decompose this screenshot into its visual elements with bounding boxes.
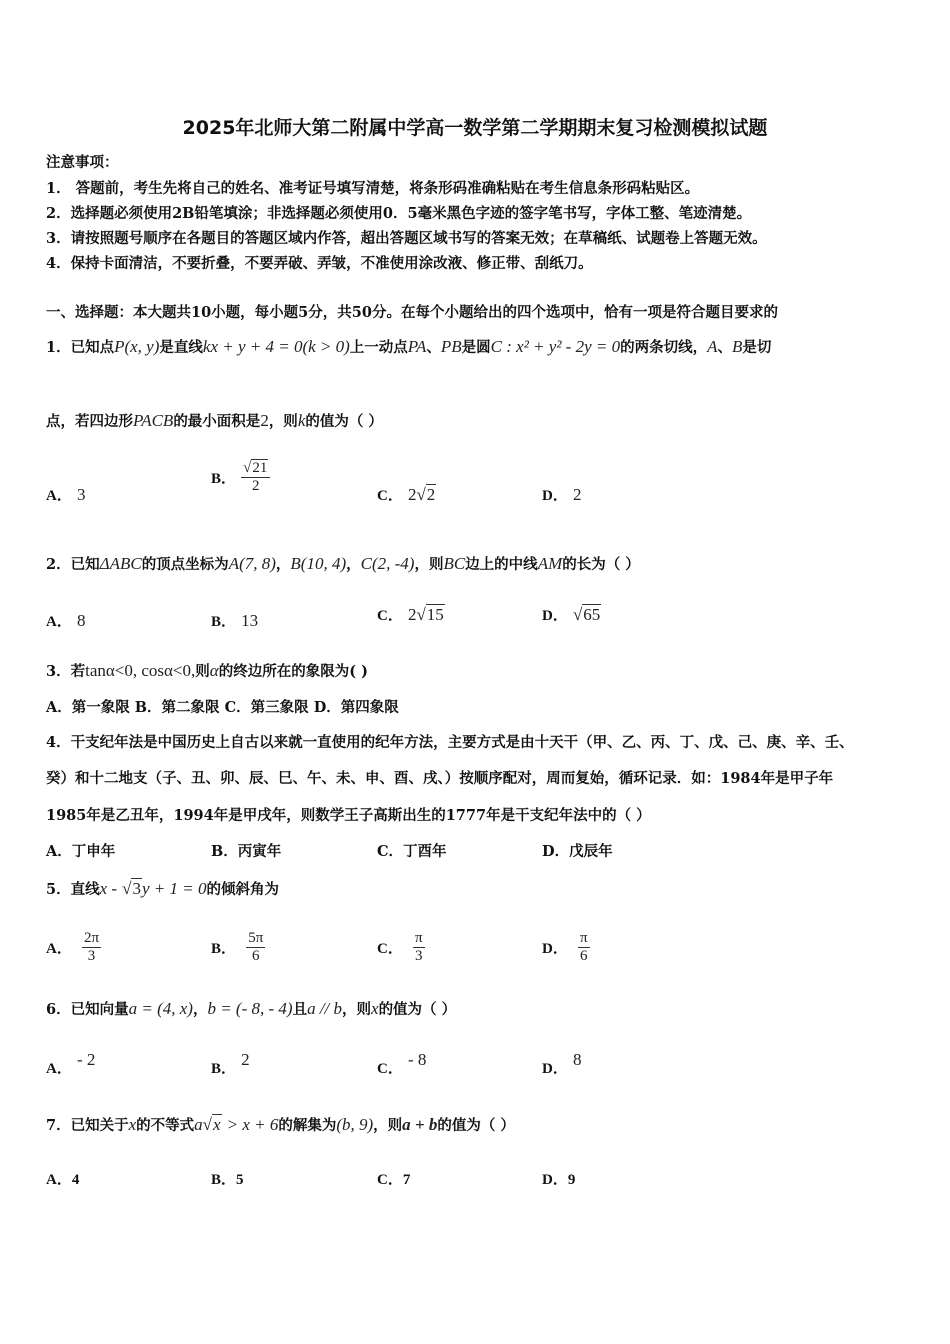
q4-option-b: B．丙寅年 xyxy=(211,843,282,860)
question-1-line1: 1．已知点P(x, y)是直线kx + y + 4 = 0(k > 0)上一动点PA、PB是圆C : x² + y² - 2y = 0的两条切线，A、B是切 xyxy=(46,337,772,356)
notes-heading: 注意事项： xyxy=(46,154,119,171)
q1-option-d: D． 2 xyxy=(542,485,582,504)
section-heading: 一、选择题：本大题共10小题，每小题5分，共50分。在每个小题给出的四个选项中，恰有一项是符合题目要求的 xyxy=(46,304,778,321)
q6-option-a: A． - 2 xyxy=(46,1050,96,1077)
q3-options: A．第一象限 B．第二象限 C．第三象限 D．第四象限 xyxy=(46,699,399,716)
q6-option-d: D． 8 xyxy=(542,1050,582,1077)
q2-option-a: A． 8 xyxy=(46,611,86,630)
q4-option-c: C．丁酉年 xyxy=(377,843,447,860)
q2-option-c: C． 2√15 xyxy=(377,605,444,624)
question-7: 7．已知关于x的不等式a√x > x + 6的解集为(b, 9)，则a + b的值为（ ） xyxy=(46,1115,515,1134)
question-4-line2: 癸）和十二地支（子、丑、卯、辰、巳、午、未、申、酉、戌、）按顺序配对，周而复始，循环记录．如：1984年是甲子年 xyxy=(46,770,834,787)
q4-option-d: D．戊辰年 xyxy=(542,843,613,860)
question-4-line3: 1985年是乙丑年，1994年是甲戌年，则数学王子高斯出生的1777年是干支纪年法中的（ ） xyxy=(46,807,651,824)
question-5: 5．直线x - √3y + 1 = 0的倾斜角为 xyxy=(46,879,279,898)
note-item: 3．请按照题号顺序在各题目的答题区域内作答，超出答题区域书写的答案无效；在草稿纸、试题卷上答题无效。 xyxy=(46,230,767,247)
q5-option-d: D． $\frac{\pi}{6}$ xyxy=(542,930,588,965)
q7-option-d: D．9 xyxy=(542,1172,576,1188)
note-item: 4．保持卡面清洁，不要折叠，不要弄破、弄皱，不准使用涂改液、修正带、刮纸刀。 xyxy=(46,255,593,272)
question-1-line2: 点，若四边形PACB的最小面积是2，则k的值为（ ） xyxy=(46,411,383,430)
q1-option-b: B． $\frac{√21}{2}$ xyxy=(211,460,270,496)
question-2: 2．已知ΔABC的顶点坐标为A(7, 8)，B(10, 4)，C(2, -4)，则BC边上的中线AM的长为（ ） xyxy=(46,554,640,573)
note-item: 1． 答题前，考生先将自己的姓名、准考证号填写清楚，将条形码准确粘贴在考生信息条形码粘贴区。 xyxy=(46,180,700,197)
note-item: 2．选择题必须使用2B铅笔填涂；非选择题必须使用0．5毫米黑色字迹的签字笔书写，字体工整、笔迹清楚。 xyxy=(46,205,752,222)
page-title: 2025年北师大第二附属中学高一数学第二学期期末复习检测模拟试题 xyxy=(182,117,768,139)
question-4-line1: 4．干支纪年法是中国历史上自古以来就一直使用的纪年方法，主要方式是由十天干（甲、乙、丙、丁、戊、己、庚、辛、壬、 xyxy=(46,734,854,751)
q7-option-a: A．4 xyxy=(46,1172,80,1188)
q6-option-c: C． - 8 xyxy=(377,1050,427,1077)
question-6: 6．已知向量a = (4, x)，b = (- 8, - 4)且a // b，则x的值为（ ） xyxy=(46,999,457,1018)
q5-option-b: B． $\frac{5\pi}{6}$ xyxy=(211,930,264,965)
q7-option-b: B．5 xyxy=(211,1172,244,1188)
q2-option-d: D． √65 xyxy=(542,605,601,624)
q6-option-b: B． 2 xyxy=(211,1050,250,1077)
q5-option-a: A． $\frac{2\pi}{3}$ xyxy=(46,930,100,965)
q2-option-b: B． 13 xyxy=(211,611,259,630)
q1-option-c: C． 2√2 xyxy=(377,485,436,504)
q4-option-a: A．丁申年 xyxy=(46,843,116,860)
q1-option-a: A． 3 xyxy=(46,485,86,504)
question-3: 3．若tanα<0, cosα<0,则α的终边所在的象限为( ) xyxy=(46,661,368,680)
q7-option-c: C．7 xyxy=(377,1172,411,1188)
q5-option-c: C． $\frac{\pi}{3}$ xyxy=(377,930,423,965)
